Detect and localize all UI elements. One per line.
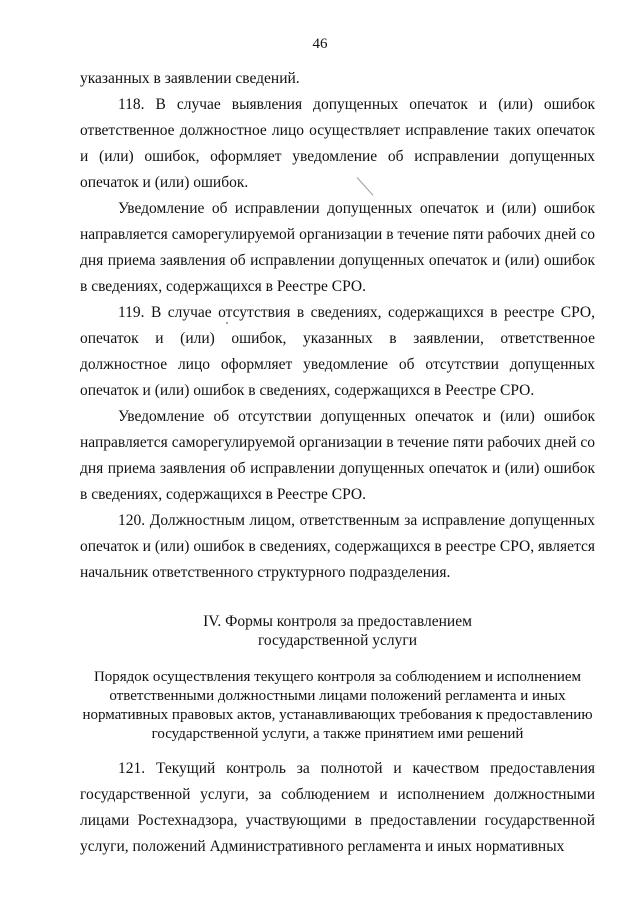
paragraph-notice-absence: Уведомление об отсутствии допущенных опечаток и (или) ошибок направляется саморегулируемой организации в течение пяти рабочих дней со дня приема заявления об исправлении допущенных опечаток и (или) ошибок в сведениях, содержащихся в Реестре СРО. [80, 408, 595, 503]
section-title [80, 612, 595, 650]
subsection-title-line: государственной услуги, а также принятием ими решений [151, 726, 524, 742]
subsection-title-line: нормативных правовых актов, устанавливающих требования к предоставлению [82, 707, 593, 723]
paragraph-120: 120. Должностным лицом, ответственным за исправление допущенных опечаток и (или) ошибок в сведениях, содержащихся в реестре СРО, является начальник ответственного структурного подразделения. [80, 512, 595, 581]
scan-artifact-dot [226, 322, 228, 324]
paragraph-118: 118. В случае выявления допущенных опечаток и (или) ошибок ответственное должностное лицо осуществляет исправление таких опечаток и (или) ошибок, оформляет уведомление об исправлении допущенных опечаток и (или) ошибок. [80, 96, 595, 191]
page-number: 46 [312, 36, 328, 52]
subsection-title-line: Порядок осуществления текущего контроля за соблюдением и исполнением [93, 669, 582, 685]
section-title-line: государственной услуги [257, 632, 418, 649]
subsection-title [80, 668, 595, 744]
paragraph-119: 119. В случае отсутствия в сведениях, содержащихся в реестре СРО, опечаток и (или) ошибок, указанных в заявлении, ответственное должностное лицо оформляет уведомление об отсутствии допущенных опечаток и (или) ошибок в сведениях, содержащихся в Реестре СРО. [80, 304, 595, 399]
paragraph-121: 121. Текущий контроль за полнотой и качеством предоставления государственной услуги, за соблюдением и исполнением должностными лицами Ростехнадзора, участвующими в предоставлении государственной услуги, положений Административного регламента и иных нормативных [80, 760, 595, 855]
paragraph-notice-correction: Уведомление об исправлении допущенных опечаток и (или) ошибок направляется саморегулируемой организации в течение пяти рабочих дней со дня приема заявления об исправлении допущенных опечаток и (или) ошибок в сведениях, содержащихся в Реестре СРО. [80, 200, 595, 295]
section-title-line: IV. Формы контроля за предоставлением [203, 613, 472, 630]
document-body [80, 66, 595, 860]
paragraph-continuation: указанных в заявлении сведений. [80, 70, 300, 87]
subsection-title-line: ответственными должностными лицами положений регламента и иных [109, 688, 566, 704]
